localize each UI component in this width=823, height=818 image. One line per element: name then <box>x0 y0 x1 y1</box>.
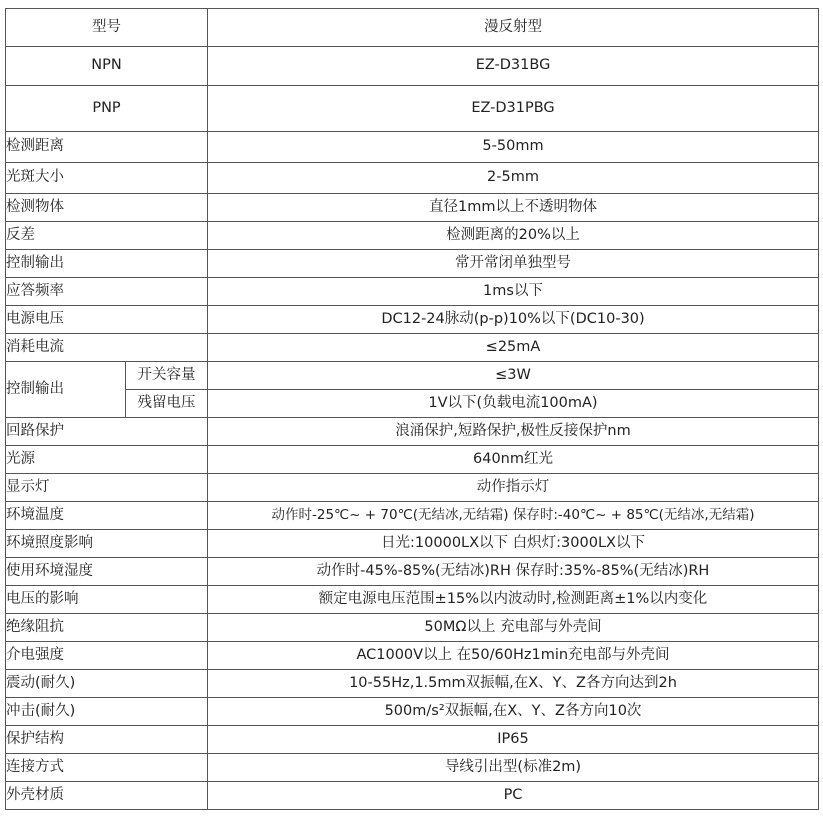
row-value: 日光:10000LX以下 白炽灯:3000LX以下 <box>208 530 819 558</box>
row-label: 保护结构 <box>6 726 208 754</box>
table-row <box>6 362 819 390</box>
table-row <box>6 86 819 132</box>
row-label: 光源 <box>6 446 208 474</box>
row-label: 电源电压 <box>6 306 208 334</box>
table-row <box>6 586 819 614</box>
table-row <box>6 334 819 362</box>
row-value: 动作时-45%-85%(无结冰)RH 保存时:35%-85%(无结冰)RH <box>208 558 819 586</box>
row-value: 导线引出型(标准2m) <box>208 754 819 782</box>
table-row <box>6 418 819 446</box>
row-value: 直径1mm以上不透明物体 <box>208 194 819 222</box>
row-label: 光斑大小 <box>6 163 208 194</box>
row-value: 检测距离的20%以上 <box>208 222 819 250</box>
table-row <box>6 558 819 586</box>
row-value: 640nm红光 <box>208 446 819 474</box>
row-label: 电压的影响 <box>6 586 208 614</box>
pnp-label: PNP <box>6 86 208 132</box>
residual-voltage-value: 1V以下(负载电流100mA) <box>208 390 819 418</box>
row-label: 应答频率 <box>6 278 208 306</box>
residual-voltage-label: 残留电压 <box>126 390 208 418</box>
table-row <box>6 754 819 782</box>
header-type-label: 漫反射型 <box>208 9 819 47</box>
row-label: 连接方式 <box>6 754 208 782</box>
row-value: 2-5mm <box>208 163 819 194</box>
table-row <box>6 306 819 334</box>
row-value: 50MΩ以上 充电部与外壳间 <box>208 614 819 642</box>
row-label: 消耗电流 <box>6 334 208 362</box>
row-label: 冲击(耐久) <box>6 698 208 726</box>
row-value: 额定电源电压范围±15%以内波动时,检测距离±1%以内变化 <box>208 586 819 614</box>
row-value: 浪涌保护,短路保护,极性反接保护nm <box>208 418 819 446</box>
row-label: 震动(耐久) <box>6 670 208 698</box>
table-row <box>6 194 819 222</box>
row-label: 使用环境湿度 <box>6 558 208 586</box>
table-row <box>6 614 819 642</box>
row-label: 反差 <box>6 222 208 250</box>
switch-capacity-value: ≤3W <box>208 362 819 390</box>
npn-label: NPN <box>6 47 208 86</box>
table-row <box>6 474 819 502</box>
npn-value: EZ-D31BG <box>208 47 819 86</box>
table-row <box>6 278 819 306</box>
row-value: AC1000V以上 在50/60Hz1min充电部与外壳间 <box>208 642 819 670</box>
table-row <box>6 132 819 163</box>
table-row <box>6 163 819 194</box>
row-value: 5-50mm <box>208 132 819 163</box>
row-value: ≤25mA <box>208 334 819 362</box>
row-label: 检测距离 <box>6 132 208 163</box>
row-value: 500m/s²双振幅,在X、Y、Z各方向10次 <box>208 698 819 726</box>
row-value: PC <box>208 782 819 810</box>
row-value: 1ms以下 <box>208 278 819 306</box>
pnp-value: EZ-D31PBG <box>208 86 819 132</box>
row-value: 动作指示灯 <box>208 474 819 502</box>
row-value: 常开常闭单独型号 <box>208 250 819 278</box>
row-value: 动作时-25℃~ + 70℃(无结冰,无结霜) 保存时:-40℃~ + 85℃(无结冰,无结霜) <box>208 502 819 530</box>
table-row <box>6 47 819 86</box>
table-row <box>6 250 819 278</box>
table-row <box>6 642 819 670</box>
table-row <box>6 670 819 698</box>
row-value: 10-55Hz,1.5mm双振幅,在X、Y、Z各方向达到2h <box>208 670 819 698</box>
row-label: 环境照度影响 <box>6 530 208 558</box>
row-label: 外壳材质 <box>6 782 208 810</box>
table-row <box>6 698 819 726</box>
table-row <box>6 726 819 754</box>
row-label: 绝缘阻抗 <box>6 614 208 642</box>
row-label: 检测物体 <box>6 194 208 222</box>
header-model-label: 型号 <box>6 9 208 47</box>
row-label: 环境温度 <box>6 502 208 530</box>
row-value: IP65 <box>208 726 819 754</box>
table-header-row <box>6 9 819 47</box>
table-row <box>6 530 819 558</box>
table-row <box>6 782 819 810</box>
switch-capacity-label: 开关容量 <box>126 362 208 390</box>
control-output-label: 控制输出 <box>6 362 126 418</box>
table-row <box>6 390 819 418</box>
table-row <box>6 222 819 250</box>
table-row <box>6 446 819 474</box>
spec-table <box>5 8 819 810</box>
table-row <box>6 502 819 530</box>
row-label: 显示灯 <box>6 474 208 502</box>
row-value: DC12-24脉动(p-p)10%以下(DC10-30) <box>208 306 819 334</box>
row-label: 介电强度 <box>6 642 208 670</box>
row-label: 回路保护 <box>6 418 208 446</box>
row-label: 控制输出 <box>6 250 208 278</box>
